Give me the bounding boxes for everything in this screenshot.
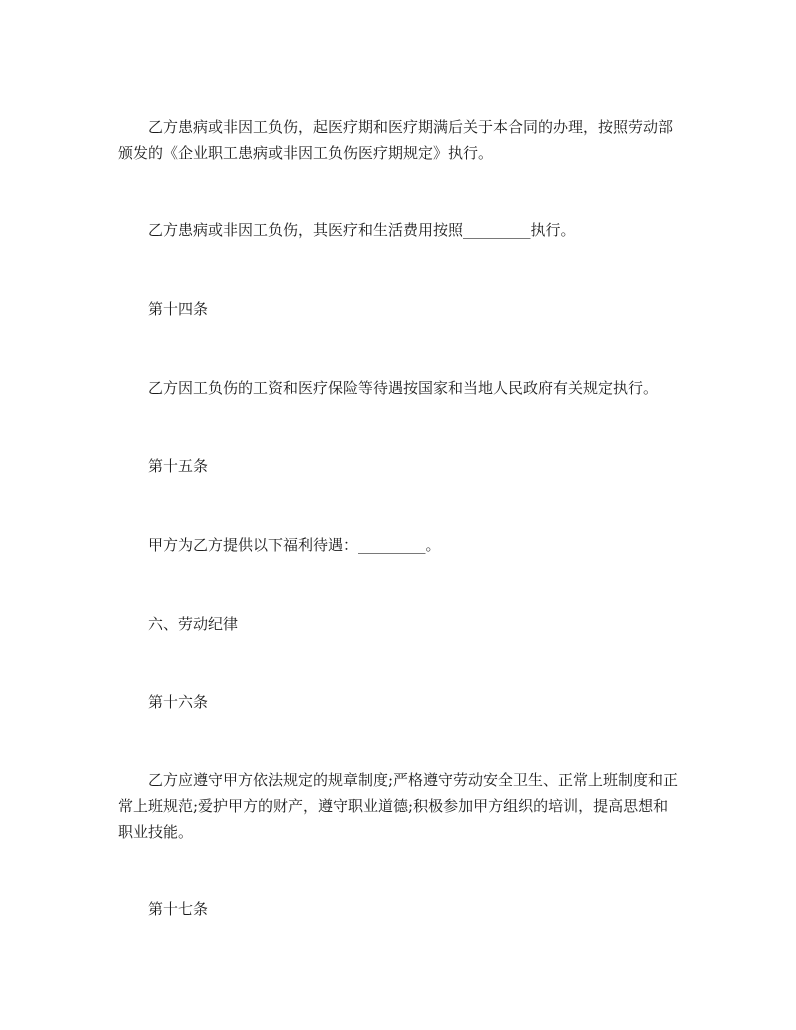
paragraph-sick-leave-period: 乙方患病或非因工负伤，起医疗期和医疗期满后关于本合同的办理，按照劳动部颁发的《企业职工患病或非因工负伤医疗期规定》执行。: [118, 118, 674, 162]
article-heading-15: 第十五条: [148, 457, 209, 475]
paragraph-work-injury: 乙方因工负伤的工资和医疗保险等待遇按国家和当地人民政府有关规定执行。: [148, 379, 659, 397]
paragraph-rules-compliance: 乙方应遵守甲方依法规定的规章制度;严格遵守劳动安全卫生、正常上班制度和正常上班规范;爱护甲方的财产，遵守职业道德;积极参加甲方组织的培训，提高思想和职业技能。: [118, 771, 679, 841]
article-heading-17: 第十七条: [148, 900, 209, 918]
section-heading-labor-discipline: 六、劳动纪律: [148, 615, 239, 633]
paragraph-medical-expenses: 乙方患病或非因工负伤，其医疗和生活费用按照_________执行。: [148, 221, 576, 239]
article-heading-16: 第十六条: [148, 693, 209, 711]
paragraph-welfare: 甲方为乙方提供以下福利待遇：_________。: [148, 536, 441, 554]
article-heading-14: 第十四条: [148, 300, 209, 318]
